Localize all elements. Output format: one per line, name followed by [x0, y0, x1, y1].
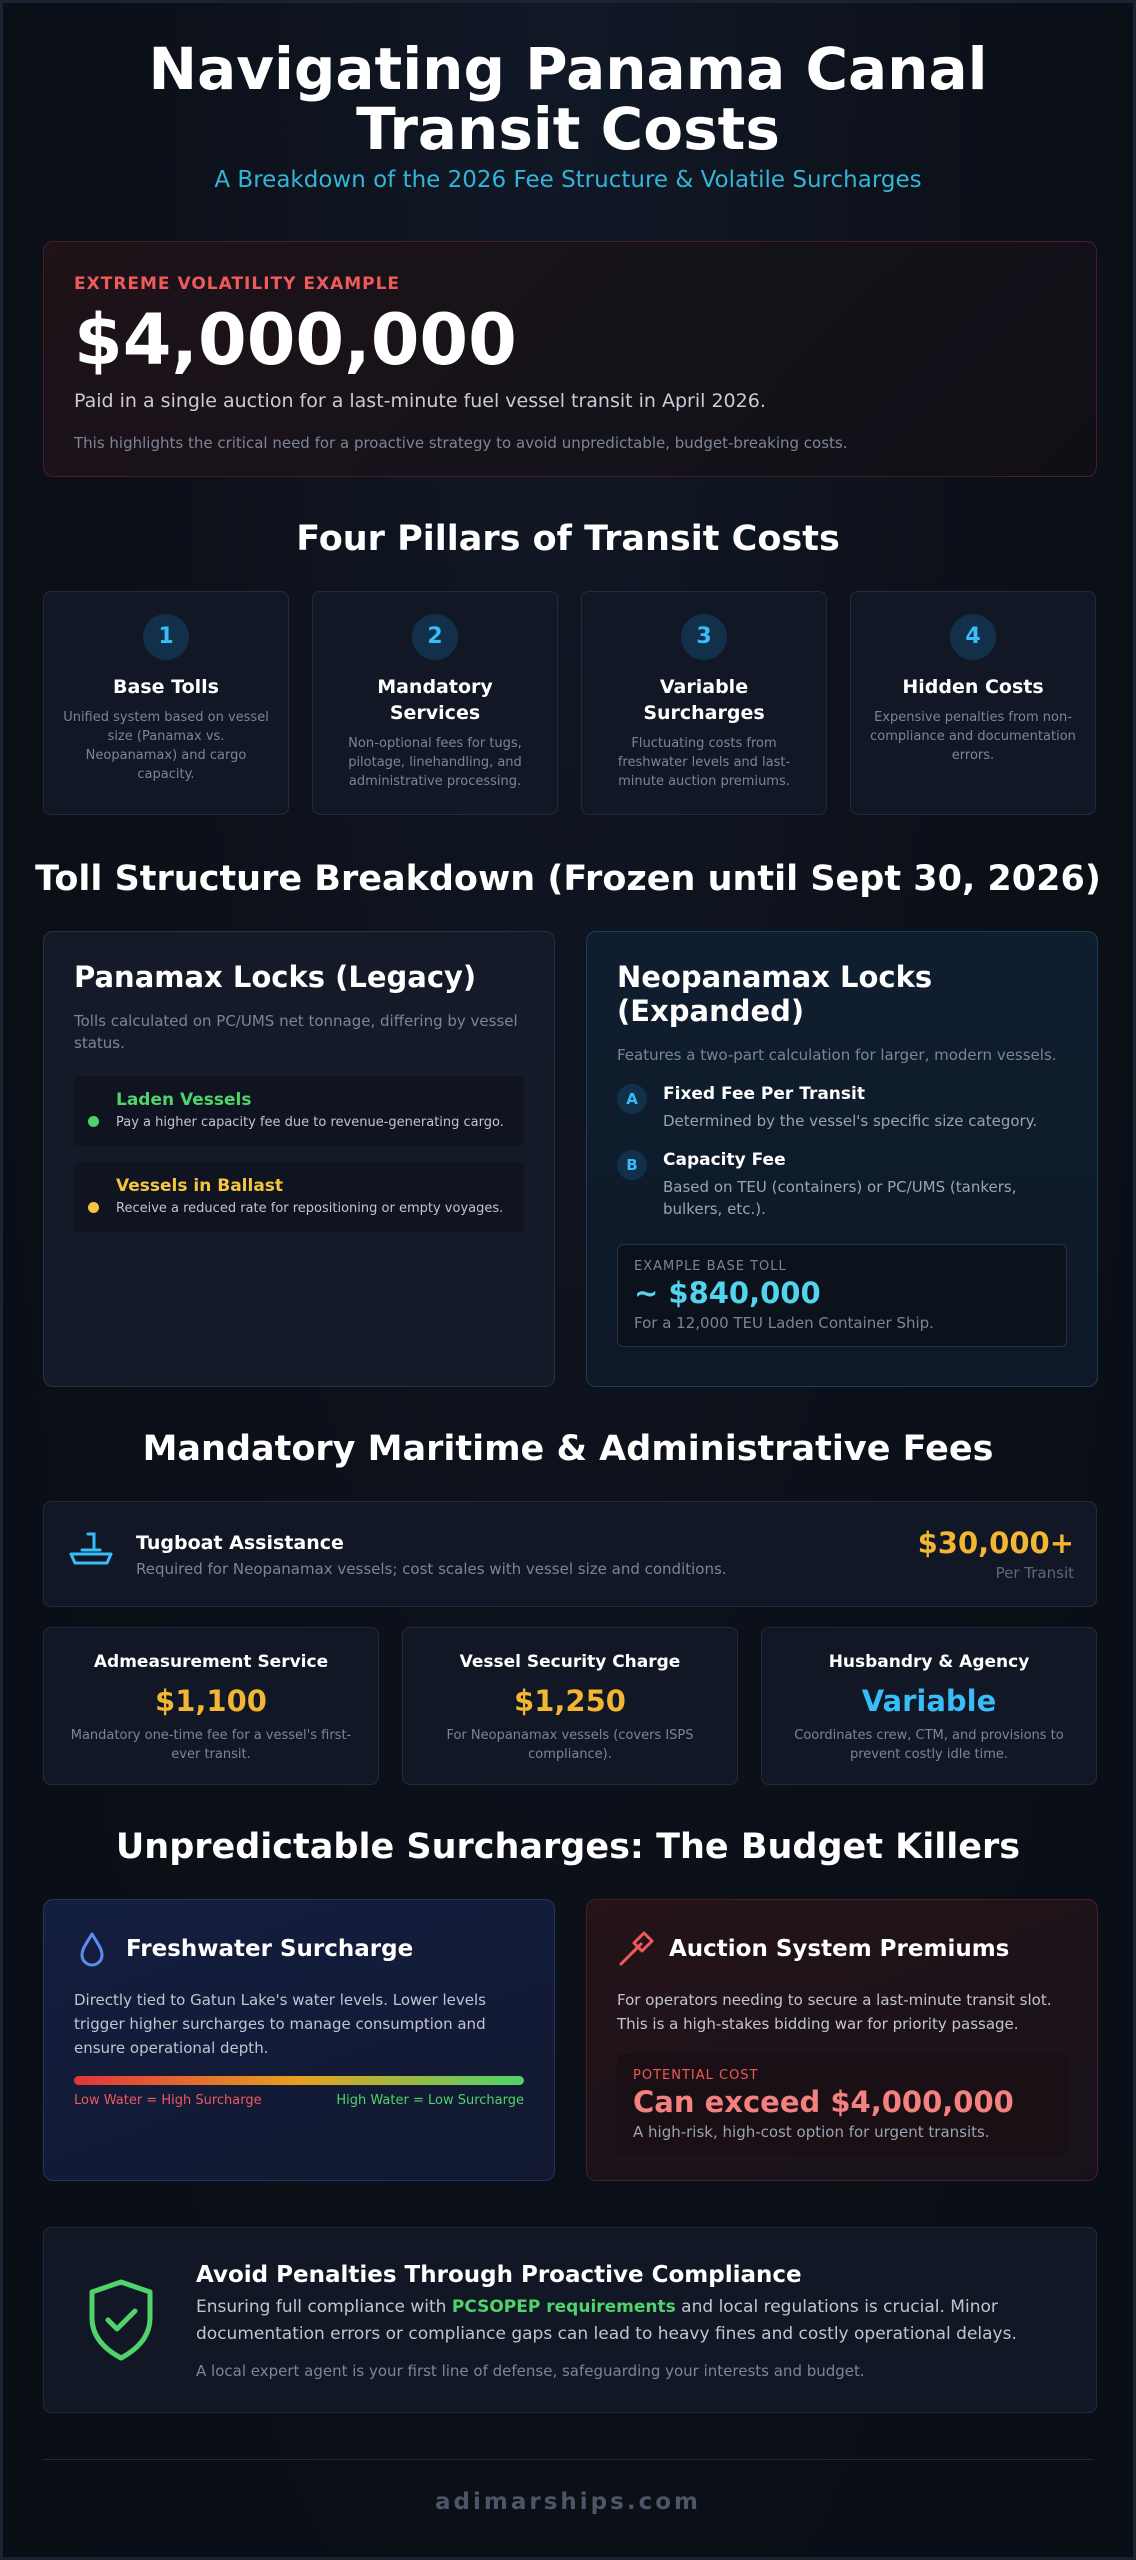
example-base-toll-box [617, 1244, 1067, 1347]
freshwater-surcharge-card [43, 1899, 555, 2181]
volatility-description: Paid in a single auction for a last-minute fuel vessel transit in April 2026. [74, 390, 766, 412]
neopanamax-locks-card [586, 931, 1098, 1387]
pillar-title: Base Tolls [113, 676, 219, 698]
footer-divider [43, 2459, 1093, 2460]
green-dot-icon [88, 1116, 99, 1127]
fee-title: Husbandry & Agency [828, 1652, 1030, 1672]
pillar-number: 1 [143, 614, 189, 660]
badge-a: A [617, 1084, 647, 1114]
compliance-title: Avoid Penalties Through Proactive Compliance [196, 2262, 802, 2288]
example-base-toll-label: EXAMPLE BASE TOLL [634, 1259, 787, 1274]
surcharges-title: Unpredictable Surcharges: The Budget Killers [115, 1827, 1021, 1867]
volatility-amount: $4,000,000 [74, 299, 517, 381]
page-subtitle: A Breakdown of the 2026 Fee Structure & Volatile Surcharges [214, 167, 922, 193]
example-base-toll-desc: For a 12,000 TEU Laden Container Ship. [634, 1314, 934, 1332]
fixed-fee-item [617, 1084, 1067, 1132]
potential-cost-label: POTENTIAL COST [633, 2068, 759, 2083]
fee-title: Vessel Security Charge [459, 1652, 681, 1672]
neopanamax-description: Features a two-part calculation for larger, modern vessels. [617, 1046, 1057, 1064]
water-level-gauge [74, 2076, 524, 2085]
laden-vessels-box [74, 1076, 524, 1146]
pillar-card-3 [581, 591, 827, 815]
volatility-callout [43, 241, 1097, 477]
tugboat-title: Tugboat Assistance [136, 1532, 344, 1554]
compliance-card [43, 2227, 1097, 2413]
potential-cost-box [617, 2054, 1067, 2155]
tugboat-icon [68, 1530, 114, 1574]
fixed-fee-text: Determined by the vessel's specific size category. [663, 1112, 1038, 1130]
pillar-title: Variable Surcharges [643, 676, 765, 724]
gauge-low-label: Low Water = High Surcharge [74, 2093, 262, 2108]
pillar-card-2 [312, 591, 558, 815]
pillar-description: Fluctuating costs from freshwater levels and last-minute auction premiums. [617, 736, 791, 789]
potential-cost-desc: A high-risk, high-cost option for urgent transits. [633, 2123, 990, 2141]
compliance-note: A local expert agent is your first line of defense, safeguarding your interests and budget. [196, 2362, 865, 2380]
pillar-description: Unified system based on vessel size (Panamax vs. Neopanamax) and cargo capacity. [63, 710, 269, 782]
volatility-note: This highlights the critical need for a proactive strategy to avoid unpredictable, budget-breaking costs. [74, 434, 848, 452]
pillar-card-1 [43, 591, 289, 815]
auction-text: For operators needing to secure a last-minute transit slot. This is a high-stakes bidding war for priority passage. [617, 1991, 1052, 2033]
freshwater-text: Directly tied to Gatun Lake's water levels. Lower levels trigger higher surcharges to manage consumption and ensure operational depth. [74, 1991, 486, 2057]
panamax-title: Panamax Locks (Legacy) [74, 960, 477, 994]
footer-brand: adimarships.com [435, 2489, 701, 2515]
fee-value: $1,100 [155, 1684, 267, 1718]
pcsopep-highlight: PCSOPEP requirements [451, 2297, 676, 2317]
gauge-high-label: High Water = Low Surcharge [336, 2093, 524, 2108]
badge-b: B [617, 1150, 647, 1180]
potential-cost-value: Can exceed $4,000,000 [633, 2085, 1014, 2119]
pillars-title: Four Pillars of Transit Costs [296, 519, 840, 559]
fixed-fee-title: Fixed Fee Per Transit [663, 1084, 865, 1104]
fee-description: Coordinates crew, CTM, and provisions to prevent costly idle time. [794, 1728, 1064, 1762]
tugboat-assistance-card [43, 1501, 1097, 1607]
freshwater-title: Freshwater Surcharge [126, 1936, 414, 1962]
panamax-description: Tolls calculated on PC/UMS net tonnage, differing by vessel status. [74, 1012, 518, 1052]
pillar-title: Hidden Costs [902, 676, 1044, 698]
laden-text: Pay a higher capacity fee due to revenue-generating cargo. [116, 1115, 504, 1130]
pillar-number: 3 [681, 614, 727, 660]
tugboat-description: Required for Neopanamax vessels; cost scales with vessel size and conditions. [136, 1560, 727, 1578]
pillar-description: Expensive penalties from non-compliance and documentation errors. [870, 710, 1076, 763]
ballast-vessels-box [74, 1162, 524, 1232]
admeasurement-fee-card [43, 1627, 379, 1785]
gavel-icon [617, 1930, 655, 1972]
fee-description: Mandatory one-time fee for a vessel's first-ever transit. [70, 1728, 352, 1762]
pillar-card-4 [850, 591, 1096, 815]
ballast-title: Vessels in Ballast [116, 1176, 284, 1196]
neopanamax-title: Neopanamax Locks (Expanded) [617, 960, 933, 1028]
yellow-dot-icon [88, 1202, 99, 1213]
security-charge-card [402, 1627, 738, 1785]
volatility-label: EXTREME VOLATILITY EXAMPLE [74, 274, 401, 294]
example-base-toll-value: ~ $840,000 [634, 1276, 821, 1310]
shield-check-icon [86, 2278, 156, 2366]
husbandry-agency-card [761, 1627, 1097, 1785]
panamax-locks-card [43, 931, 555, 1387]
water-drop-icon [74, 1930, 110, 1972]
capacity-fee-text: Based on TEU (containers) or PC/UMS (tankers, bulkers, etc.). [663, 1178, 1017, 1218]
capacity-fee-item [617, 1150, 1067, 1220]
fee-value: Variable [861, 1684, 997, 1718]
auction-premiums-card [586, 1899, 1098, 2181]
tugboat-price-unit: Per Transit [995, 1564, 1074, 1582]
pillar-number: 2 [412, 614, 458, 660]
auction-title: Auction System Premiums [669, 1936, 1010, 1962]
ballast-text: Receive a reduced rate for repositioning or empty voyages. [116, 1201, 504, 1216]
pillar-number: 4 [950, 614, 996, 660]
laden-title: Laden Vessels [116, 1090, 252, 1110]
fee-value: $1,250 [514, 1684, 626, 1718]
pillar-description: Non-optional fees for tugs, pilotage, linehandling, and administrative processing. [348, 736, 522, 789]
capacity-fee-title: Capacity Fee [663, 1150, 786, 1170]
fee-description: For Neopanamax vessels (covers ISPS compliance). [446, 1728, 694, 1762]
mandatory-fees-title: Mandatory Maritime & Administrative Fees [142, 1429, 994, 1469]
pillar-title: Mandatory Services [377, 676, 493, 724]
page-title: Navigating Panama Canal Transit Costs [148, 35, 988, 163]
toll-structure-title: Toll Structure Breakdown (Frozen until Sept 30, 2026) [35, 859, 1101, 899]
compliance-text: Ensuring full compliance with PCSOPEP requirements and local regulations is crucial. Minor documentation errors or compliance gaps can lead to heavy fines and costly operational delays. [196, 2297, 1017, 2344]
tugboat-price: $30,000+ [917, 1526, 1074, 1560]
fee-title: Admeasurement Service [93, 1652, 329, 1672]
